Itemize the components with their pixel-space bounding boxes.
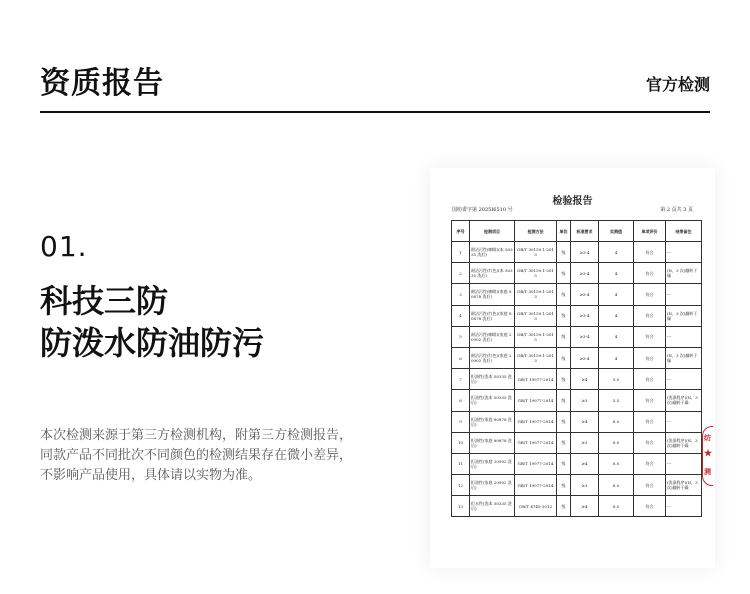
table-row bbox=[452, 411, 702, 432]
table-cell: 4 bbox=[599, 305, 634, 326]
table-cell: GB/T 19977-2014 bbox=[515, 475, 557, 496]
table-cell: 4 bbox=[452, 305, 470, 326]
star-icon: ★ bbox=[704, 449, 713, 459]
table-row bbox=[452, 390, 702, 411]
table-cell: 符合 bbox=[634, 284, 666, 305]
table-row bbox=[452, 242, 702, 263]
table-cell: 耐沾污性(咖啡)(家庭 80878 洗后) bbox=[470, 284, 515, 305]
table-cell: --- bbox=[666, 284, 702, 305]
description-line: 不影响产品使用，具体请以实物为准。 bbox=[40, 468, 262, 483]
table-row bbox=[452, 496, 702, 517]
table-cell: GB/T 30159.1-2013 bbox=[515, 305, 557, 326]
table-row bbox=[452, 475, 702, 496]
table-cell: 级 bbox=[557, 369, 571, 390]
table-cell: 8 bbox=[452, 390, 470, 411]
table-row bbox=[452, 347, 702, 368]
table-cell: (N，3 次)翻转干燥 bbox=[666, 263, 702, 284]
table-cell: 级 bbox=[557, 496, 571, 517]
table-cell: ≥3-4 bbox=[571, 263, 599, 284]
table-row bbox=[452, 305, 702, 326]
table-cell: ≥3-4 bbox=[571, 284, 599, 305]
table-cell: 符合 bbox=[634, 432, 666, 453]
table-cell: 级 bbox=[557, 326, 571, 347]
report-table-header bbox=[452, 221, 702, 242]
table-cell: (N，3 次)翻转干燥 bbox=[666, 347, 702, 368]
table-cell: 7 bbox=[452, 369, 470, 390]
table-cell: --- bbox=[666, 496, 702, 517]
headline-line: 科技三防 bbox=[40, 282, 169, 320]
report-table bbox=[451, 220, 702, 517]
table-cell: 级 bbox=[557, 284, 571, 305]
table-cell: 级 bbox=[557, 475, 571, 496]
table-cell: 5.0 bbox=[599, 369, 634, 390]
table-cell: 耐沾污性(咖啡)(本 50335 洗后) bbox=[470, 242, 515, 263]
table-cell: 符合 bbox=[634, 390, 666, 411]
column-header: 实测值 bbox=[599, 221, 634, 242]
table-cell: 级 bbox=[557, 411, 571, 432]
table-row bbox=[452, 369, 702, 390]
table-cell: 级 bbox=[557, 390, 571, 411]
table-cell: ≥4 bbox=[571, 369, 599, 390]
table-cell: 拒水性(洗本 50335 洗后) bbox=[470, 496, 515, 517]
table-cell: GB/T 19977-2014 bbox=[515, 453, 557, 474]
headline-line: 防泼水防油防污 bbox=[40, 324, 265, 362]
table-cell: --- bbox=[666, 326, 702, 347]
header-divider bbox=[40, 111, 710, 113]
table-cell: 符合 bbox=[634, 475, 666, 496]
table-cell: 12 bbox=[452, 475, 470, 496]
column-header: 结果备注 bbox=[666, 221, 702, 242]
table-cell: ≥3 bbox=[571, 390, 599, 411]
section-description bbox=[40, 426, 352, 486]
table-cell: 符合 bbox=[634, 453, 666, 474]
table-cell: ≥3-4 bbox=[571, 305, 599, 326]
table-cell: 6 bbox=[452, 347, 470, 368]
table-cell: ≥3-4 bbox=[571, 242, 599, 263]
table-row bbox=[452, 263, 702, 284]
table-cell: 级 bbox=[557, 432, 571, 453]
column-header: 检测方法 bbox=[515, 221, 557, 242]
table-cell: GB/T 19977-2014 bbox=[515, 369, 557, 390]
table-cell: 符合 bbox=[634, 347, 666, 368]
table-cell: 符合 bbox=[634, 263, 666, 284]
column-header: 检测项目 bbox=[470, 221, 515, 242]
table-cell: 6.0 bbox=[599, 453, 634, 474]
table-cell: 6.5 bbox=[599, 496, 634, 517]
table-cell: 2 bbox=[452, 263, 470, 284]
column-header: 标准要求 bbox=[571, 221, 599, 242]
table-cell: ≥4 bbox=[571, 411, 599, 432]
table-row bbox=[452, 432, 702, 453]
table-cell: ≥3 bbox=[571, 475, 599, 496]
table-cell: 耐沾污性(红色)(家庭 80878 洗后) bbox=[470, 305, 515, 326]
column-header: 单位 bbox=[557, 221, 571, 242]
table-cell: 11 bbox=[452, 453, 470, 474]
section-number: 01. bbox=[40, 230, 88, 263]
table-cell: 级 bbox=[557, 242, 571, 263]
table-cell: ≥3 bbox=[571, 432, 599, 453]
table-cell: 10 bbox=[452, 432, 470, 453]
table-cell: 6.0 bbox=[599, 411, 634, 432]
table-cell: 级 bbox=[557, 305, 571, 326]
table-cell: 拒油性(家庭 80878 洗后) bbox=[470, 411, 515, 432]
table-cell: 9 bbox=[452, 411, 470, 432]
table-cell: GB/T 19977-2014 bbox=[515, 432, 557, 453]
table-cell: 符合 bbox=[634, 242, 666, 263]
table-cell: 耐沾污性(咖啡)(家庭 20902 洗后) bbox=[470, 326, 515, 347]
table-cell: --- bbox=[666, 369, 702, 390]
table-row bbox=[452, 453, 702, 474]
table-cell: 1 bbox=[452, 242, 470, 263]
table-cell: GB/T 30159.1-2013 bbox=[515, 347, 557, 368]
description-line: 同款产品不同批次不同颜色的检测结果存在微小差异， bbox=[40, 448, 353, 463]
seal-char: 测 bbox=[704, 467, 711, 476]
page-tag: 官方检测 bbox=[645, 75, 710, 94]
table-cell: 4 bbox=[599, 242, 634, 263]
table-cell: 符合 bbox=[634, 496, 666, 517]
table-cell: 级 bbox=[557, 453, 571, 474]
table-row bbox=[452, 284, 702, 305]
table-cell: --- bbox=[666, 453, 702, 474]
table-cell: 4 bbox=[599, 347, 634, 368]
table-cell: GB/T 4745-2012 bbox=[515, 496, 557, 517]
table-cell: 级 bbox=[557, 347, 571, 368]
table-cell: (洗涤程序)(N，3 次)翻转干燥 bbox=[666, 432, 702, 453]
column-header: 单项评价 bbox=[634, 221, 666, 242]
table-cell: 拒油性(洗本 50335 洗后) bbox=[470, 369, 515, 390]
table-cell: 拒油性(洗本 50335 洗后) bbox=[470, 390, 515, 411]
table-cell: ≥3-4 bbox=[571, 347, 599, 368]
description-line: 本次检测来源于第三方检测机构，附第三方检测报告， bbox=[40, 428, 353, 443]
table-row bbox=[452, 326, 702, 347]
table-cell: GB/T 30159.1-2013 bbox=[515, 263, 557, 284]
table-cell: 4 bbox=[599, 284, 634, 305]
table-cell: 耐沾污性(红色)(本 50335 洗后) bbox=[470, 263, 515, 284]
column-header: 序号 bbox=[452, 221, 470, 242]
table-cell: 符合 bbox=[634, 305, 666, 326]
table-cell: (洗涤程序)(N，3 次)翻转干燥 bbox=[666, 475, 702, 496]
table-cell: 拒油性(家庭 20902 洗后) bbox=[470, 453, 515, 474]
report-title: 检验报告 bbox=[552, 196, 593, 207]
table-cell: 级 bbox=[557, 263, 571, 284]
table-cell: 符合 bbox=[634, 411, 666, 432]
table-cell: 拒油性(家庭 20902 洗后) bbox=[470, 475, 515, 496]
table-cell: 5 bbox=[452, 326, 470, 347]
section-headline bbox=[40, 280, 264, 364]
page-title: 资质报告 bbox=[40, 66, 164, 101]
table-cell: ≥4 bbox=[571, 453, 599, 474]
report-number: 国纺委字第 2025I6510 号 bbox=[452, 207, 513, 213]
table-cell: GB/T 30159.1-2013 bbox=[515, 326, 557, 347]
report-page: 第 2 页共 3 页 bbox=[660, 207, 693, 213]
table-cell: GB/T 19977-2014 bbox=[515, 411, 557, 432]
table-cell: --- bbox=[666, 411, 702, 432]
table-cell: (N，3 次)翻转干燥 bbox=[666, 305, 702, 326]
table-cell: 13 bbox=[452, 496, 470, 517]
seal-char: 纺 bbox=[704, 433, 711, 442]
table-cell: GB/T 30159.1-2013 bbox=[515, 242, 557, 263]
table-cell: 符合 bbox=[634, 326, 666, 347]
table-cell: 3 bbox=[452, 284, 470, 305]
test-report-image bbox=[430, 168, 715, 568]
table-cell: 4 bbox=[599, 263, 634, 284]
table-cell: 耐沾污性(红色)(家庭 20902 洗后) bbox=[470, 347, 515, 368]
table-cell: 6.0 bbox=[599, 432, 634, 453]
table-cell: 6.0 bbox=[599, 475, 634, 496]
table-cell: 符合 bbox=[634, 369, 666, 390]
seal-stamp bbox=[702, 426, 713, 486]
table-cell: GB/T 30159.1-2013 bbox=[515, 284, 557, 305]
table-cell: --- bbox=[666, 242, 702, 263]
table-cell: ≥3-4 bbox=[571, 326, 599, 347]
table-cell: 5.5 bbox=[599, 390, 634, 411]
table-cell: ≥4 bbox=[571, 496, 599, 517]
table-cell: (洗涤程序)(N，3 次)翻转干燥 bbox=[666, 390, 702, 411]
table-cell: 拒油性(家庭 80878 洗后) bbox=[470, 432, 515, 453]
table-cell: 4 bbox=[599, 326, 634, 347]
table-cell: GB/T 19977-2014 bbox=[515, 390, 557, 411]
